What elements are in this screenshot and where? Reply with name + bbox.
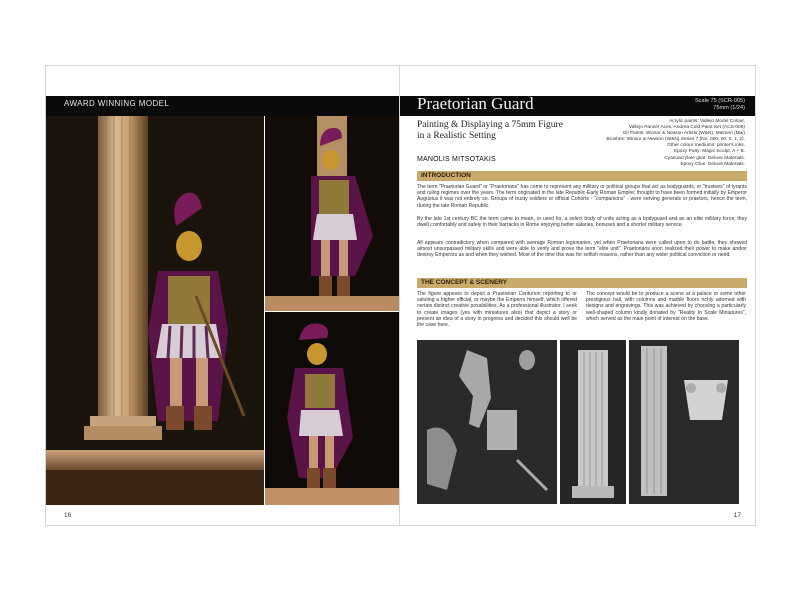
material-item: Other colour mediums: printer's inks. <box>667 143 745 149</box>
concept-column-1: The figure appears to depict a Praetorian Centurion reporting to or saluting a higher official, or maybe the Emperor himself, which offered certain distinct creative possibilities. As a professional illustrator, I seek to create images (yes with miniatures also) that depict a story or present an idea of a story in progress and decided this should well be the case here. <box>417 291 577 329</box>
left-header-bar <box>46 96 400 116</box>
material-item: Epoxy Putty: Magic Sculpt, A + B. <box>673 149 745 155</box>
intro-paragraph: All appears contradictory when compared with average Roman legionaries, yet when Praetorians were called upon to do battle, they showed almost unsurpassed military skills and were able to verify and prove the term "elite unit". Praetorians soon realized their power to make and/or destroy Emperors as and when they wished. Most of the time this was for selfish reasons, rather than any wider political conviction or need. <box>417 240 747 259</box>
material-item: Vallejo Panzer Aces, Andrea Cold Paint Set (ACS-008) <box>628 125 745 131</box>
column-photo-1 <box>560 340 626 504</box>
materials-list <box>550 119 745 168</box>
scale-info <box>695 98 745 112</box>
figure-back-photo <box>265 312 400 505</box>
material-item: Oil Paints: Winsor & Newton Artists (W&N), Maimeri (Mai) <box>622 131 745 137</box>
material-item: Cyanoacrylate glue: Delove Materials. <box>664 155 745 161</box>
material-item: Epoxy Glue: Delove Materials. <box>680 161 745 167</box>
scale-line: Scale 75 (SCR-005) <box>694 98 745 104</box>
page-number-right: 17 <box>733 512 741 519</box>
section-label: AWARD WINNING MODEL <box>64 99 170 108</box>
right-page <box>400 66 755 525</box>
section-heading-concept: THE CONCEPT & SCENERY <box>417 278 747 288</box>
author-name: MANOLIS MITSOTAKIS <box>417 156 496 163</box>
intro-paragraph: By the late 1st century BC the term came to mean, or used for, a select body of units acting as a bodyguard and as an elite military force; they dwelt comfortably and safely in their barracks in Rome enjoying better salaries, bonuses and a shorter military service. <box>417 216 747 229</box>
size-line: 75mm (1/24) <box>713 105 745 111</box>
right-header-bar <box>400 96 755 116</box>
main-figure-photo <box>46 116 264 505</box>
article-subtitle <box>417 120 567 142</box>
intro-paragraph: The term "Praetorian Guard" or "Praetorians" has come to represent any military or political groups that act as bodyguards, or "trustees" of tyrants and ruling regimes over the years. The term originated in the late Republic-Early Roman Empire; thought to have been formed initially by Emperor Augustus it was not entirely so. Groups of trusty soldiers or official Cohorts - "companions" - were serving generals or praetors, hence the term, during the late Roman Republic. <box>417 184 747 209</box>
section-heading-introduction: INTRODUCTION <box>417 171 747 181</box>
page-number-left: 16 <box>64 512 72 519</box>
left-page <box>46 66 400 525</box>
kit-parts-photo <box>417 340 557 504</box>
subtitle-line: Painting & Displaying a 75mm Figure <box>417 120 563 130</box>
concept-column-2: The concept would be to produce a scene at a palace or some other prestigious hall, with columns and marble floors richly adorned with designs and engravings. This was achieved by choosing a particularly well-shaped column kindly donated by "Reality In Scale Miniatures", which served as the main point of interest on the base. <box>586 291 746 322</box>
material-item: Brushes: Winsor & Newton (W&N) Series 7 (No. 000, 00, 0, 1, 2). <box>606 137 745 143</box>
article-title: Praetorian Guard <box>417 94 534 113</box>
subtitle-line: in a Realistic Setting <box>417 131 496 141</box>
figure-side-photo <box>265 116 400 311</box>
column-capital-photo <box>629 340 739 504</box>
material-item: Acrylic paints: Vallejo Model Colour, <box>669 119 745 124</box>
